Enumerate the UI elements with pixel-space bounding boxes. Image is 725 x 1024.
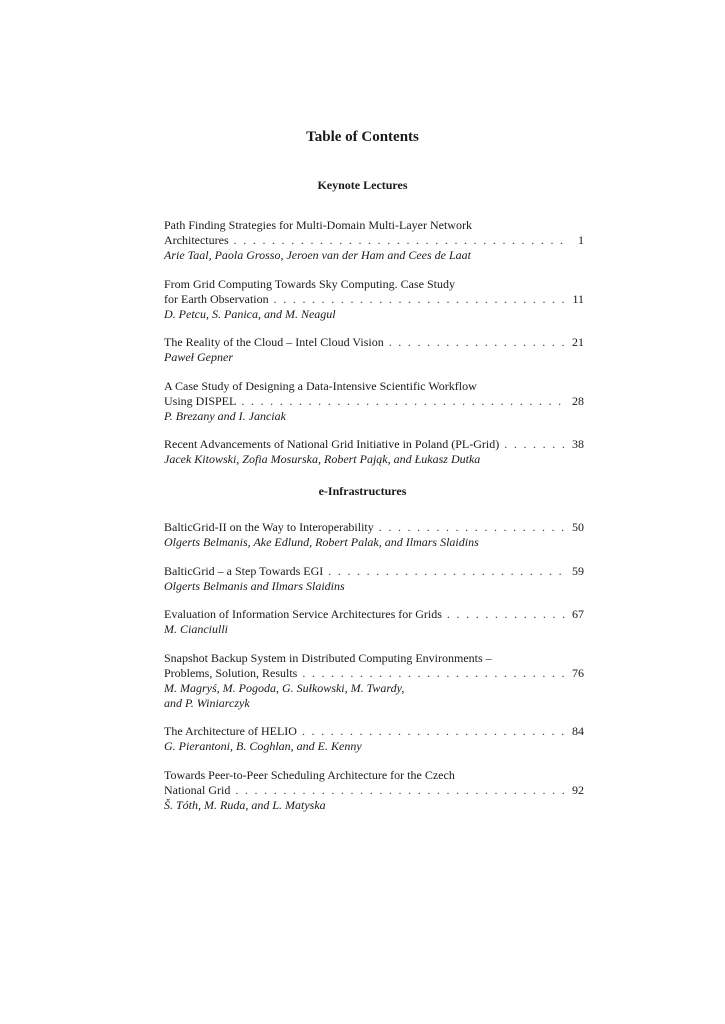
dot-leader (234, 233, 565, 248)
toc-entry[interactable] (164, 724, 584, 754)
entry-authors: Olgerts Belmanis and Ilmars Slaidins (164, 578, 345, 593)
entry-title-row (164, 437, 584, 452)
entry-title-row (164, 233, 584, 248)
entry-title-line: Problems, Solution, Results (164, 665, 298, 680)
entry-authors: Paweł Gepner (164, 350, 233, 364)
entry-authors: Š. Tóth, M. Ruda, and L. Matyska (164, 797, 326, 812)
dot-leader (379, 520, 565, 535)
toc-entry[interactable] (164, 768, 584, 813)
entry-title-line: The Architecture of HELIO (164, 724, 297, 738)
entry-authors: M. Magryś, M. Pogoda, G. Sułkowski, M. Twardy, (164, 680, 405, 695)
entry-authors: P. Brezany and I. Janciak (164, 408, 286, 423)
entry-authors: Arie Taal, Paola Grosso, Jeroen van der Ham and Cees de Laat (164, 248, 471, 262)
entry-title-line: Architectures (164, 233, 229, 247)
entry-authors: M. Cianciulli (164, 622, 228, 636)
dot-leader (235, 783, 565, 798)
dot-leader (328, 564, 565, 579)
entry-title-line: National Grid (164, 782, 231, 797)
entry-title-row (164, 783, 584, 798)
toc-list-e-infrastructures (164, 520, 584, 826)
page-number: 76 (572, 665, 584, 680)
dot-leader (447, 607, 565, 622)
entry-title-row (164, 607, 584, 622)
entry-authors: Jacek Kitowski, Zofia Mosurska, Robert Pająk, and Łukasz Dutka (164, 452, 481, 466)
page-number: 59 (572, 563, 584, 578)
page-number: 50 (572, 520, 584, 534)
section-title-e-infrastructures: e-Infrastructures (318, 484, 407, 498)
entry-title-line: for Earth Observation (164, 291, 269, 306)
entry-authors: and P. Winiarczyk (164, 695, 250, 710)
entry-title-line: BalticGrid – a Step Towards EGI (164, 563, 324, 578)
entry-title-line: The Reality of the Cloud – Intel Cloud Vision (164, 335, 384, 349)
toc-entry[interactable] (164, 437, 584, 467)
toc-entry[interactable] (164, 651, 584, 711)
section-title-keynote-lectures: Keynote Lectures (317, 178, 408, 192)
entry-authors: G. Pierantoni, B. Coghlan, and E. Kenny (164, 739, 362, 753)
entry-title-line: Snapshot Backup System in Distributed Computing Environments – (164, 650, 492, 665)
page-number: 38 (572, 437, 584, 451)
entry-title-row (164, 335, 584, 350)
dot-leader (389, 335, 565, 350)
page-number: 92 (572, 782, 584, 797)
toc-entry[interactable] (164, 607, 584, 637)
page-title: Table of Contents (306, 129, 419, 145)
entry-title-row (164, 292, 584, 307)
page-number: 67 (572, 607, 584, 621)
entry-authors: D. Petcu, S. Panica, and M. Neagul (164, 306, 336, 321)
toc-entry[interactable] (164, 379, 584, 424)
entry-title-line: BalticGrid-II on the Way to Interoperability (164, 520, 374, 534)
entry-title-line: Towards Peer-to-Peer Scheduling Architecture for the Czech (164, 767, 455, 782)
entry-authors: Olgerts Belmanis, Ake Edlund, Robert Palak, and Ilmars Slaidins (164, 535, 479, 549)
toc-entry[interactable] (164, 520, 584, 550)
entry-title-line: From Grid Computing Towards Sky Computing. Case Study (164, 276, 455, 291)
dot-leader (504, 437, 565, 452)
toc-entry[interactable] (164, 564, 584, 594)
page-number: 1 (578, 233, 584, 247)
entry-title-row (164, 394, 584, 409)
page-number: 84 (572, 724, 584, 738)
toc-entry[interactable] (164, 335, 584, 365)
page-number: 21 (572, 335, 584, 349)
entry-title-row (164, 520, 584, 535)
toc-list-keynote-lectures (164, 218, 584, 481)
entry-title-line: Recent Advancements of National Grid Initiative in Poland (PL-Grid) (164, 437, 500, 451)
dot-leader (241, 394, 565, 409)
entry-title-line: Using DISPEL (164, 393, 237, 408)
entry-title-row (164, 564, 584, 579)
toc-entry[interactable] (164, 218, 584, 263)
page-number: 11 (572, 291, 584, 306)
dot-leader (302, 724, 565, 739)
entry-title-line: Path Finding Strategies for Multi-Domain Multi-Layer Network (164, 218, 472, 232)
entry-title-row (164, 724, 584, 739)
dot-leader (302, 666, 565, 681)
page-number: 28 (572, 393, 584, 408)
dot-leader (274, 292, 565, 307)
entry-title-line: A Case Study of Designing a Data-Intensive Scientific Workflow (164, 378, 477, 393)
toc-entry[interactable] (164, 277, 584, 322)
entry-title-row (164, 666, 584, 681)
entry-title-line: Evaluation of Information Service Architectures for Grids (164, 607, 442, 621)
